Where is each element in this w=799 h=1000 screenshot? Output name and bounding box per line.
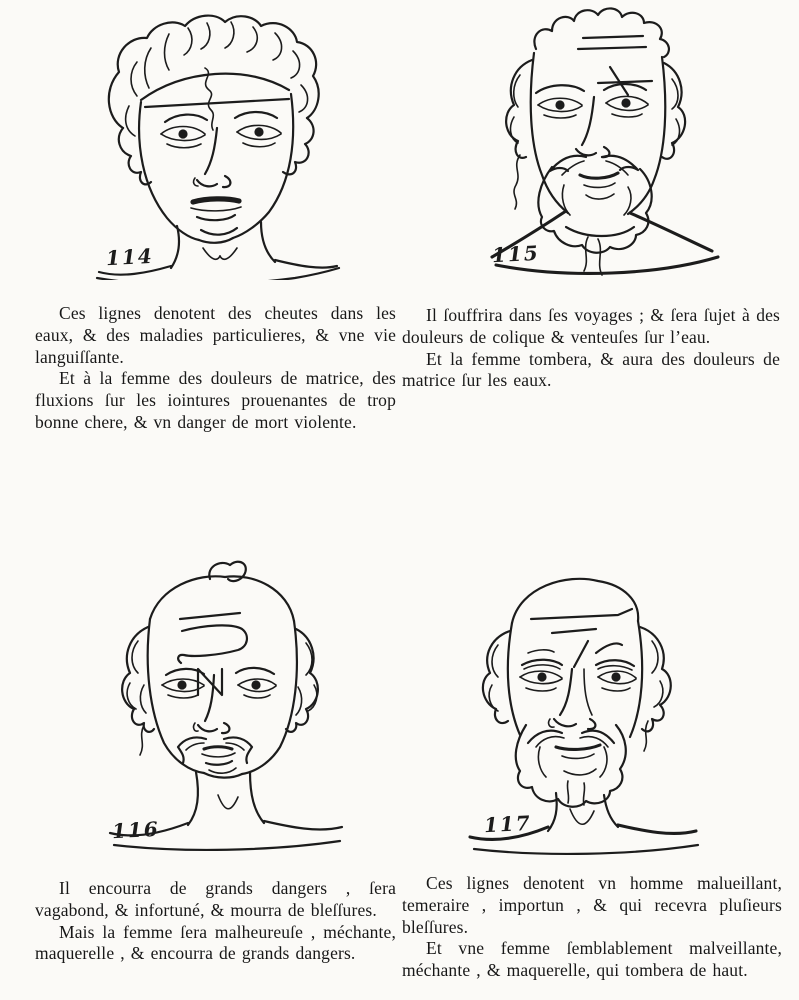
caption-117 (402, 873, 782, 982)
caption-116-paragraph-1: Il encourra de grands dangers , ſera vagabond, & infortuné, & mourra de bleſſures. (35, 878, 396, 920)
caption-114 (35, 303, 396, 434)
plate-116 (92, 557, 362, 857)
caption-115-paragraph-2: Et la femme tombera, & aura des douleurs de matrice ſur les eaux. (402, 348, 780, 391)
caption-114-paragraph-1: Ces lignes denotent des cheutes dans les eaux, & des maladies particulieres, & vne vie languiſſante. (35, 303, 396, 367)
figure-number-117: 117 (483, 810, 533, 838)
woodcut-head-114 (85, 10, 345, 280)
caption-117-paragraph-2: Et vne femme ſemblablement malveillante, méchante , & maquerelle, qui tombera de haut. (402, 938, 782, 981)
caption-117-paragraph-1: Ces lignes denotent vn homme malueillant, temeraire , importun , & qui recevra pluſieurs bleſſures. (402, 873, 782, 937)
plate-117 (448, 557, 738, 857)
caption-116-paragraph-2: Mais la femme ſera malheureuſe , méchante, maquerelle , & encourra de grands dangers. (35, 921, 396, 964)
figure-number-116: 116 (111, 816, 161, 844)
caption-115 (402, 305, 780, 392)
caption-116 (35, 878, 396, 965)
caption-114-paragraph-2: Et à la femme des douleurs de matrice, des fluxions ſur les iointures prouenantes de trop bonne chere, & vn danger de mort violente. (35, 368, 396, 432)
plate-115 (468, 5, 753, 277)
figure-number-115: 115 (491, 240, 541, 268)
woodcut-head-116 (92, 557, 362, 857)
figure-number-114: 114 (105, 243, 155, 271)
caption-115-paragraph-1: Il ſouffrira dans ſes voyages ; & ſera ſujet à des douleurs de colique & venteuſes ſur l’eau. (402, 305, 780, 347)
plate-114 (85, 10, 345, 280)
woodcut-head-115 (468, 5, 753, 277)
